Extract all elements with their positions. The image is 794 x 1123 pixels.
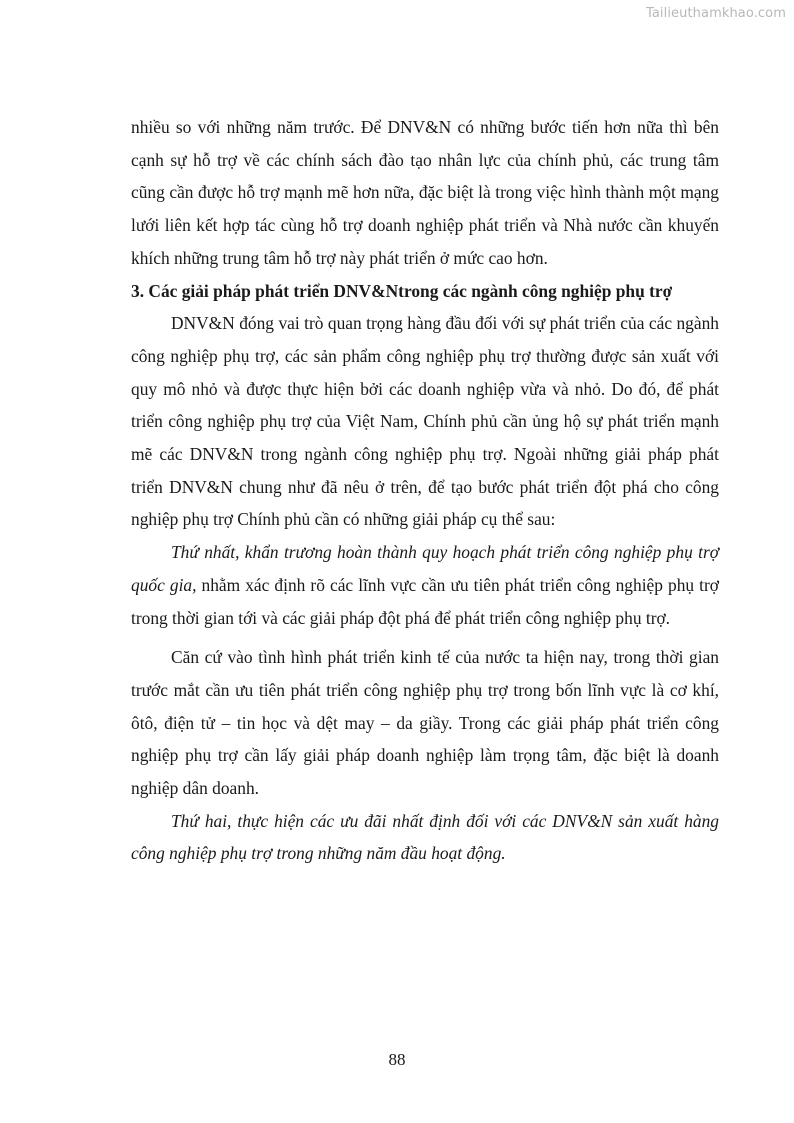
paragraph-continued: nhiều so với những năm trước. Để DNV&N có những bước tiến hơn nữa thì bên cạnh sự hỗ trợ về các chính sách đào tạo nhân lực của chính phủ, các trung tâm cũng cần được hỗ trợ mạnh mẽ hơn nữa, đặc biệt là trong việc hình thành một mạng lưới liên kết hợp tác cùng hỗ trợ doanh nghiệp phát triển và Nhà nước cần khuyến khích những trung tâm hỗ trợ này phát triển ở mức cao hơn. [131, 117, 719, 268]
first-solution-lead: Thứ nhất, khẩn trương hoàn thành quy hoạch phát triển công nghiệp phụ trợ quốc gia, [131, 542, 719, 595]
page-number: 88 [388, 1050, 406, 1069]
second-solution-text: Thứ hai, thực hiện các ưu đãi nhất định đối với các DNV&N sản xuất hàng công nghiệp phụ trợ trong những năm đầu hoạt động. [131, 810, 719, 864]
document-body [131, 111, 719, 870]
paragraph-second-solution [131, 805, 719, 870]
paragraph-priority-sectors: Căn cứ vào tình hình phát triển kinh tế của nước ta hiện nay, trong thời gian trước mắt cần ưu tiên phát triển công nghiệp phụ trợ trong bốn lĩnh vực là cơ khí, ôtô, điện tử – tin học và dệt may – da giầy. Trong các giải pháp phát triển công nghiệp phụ trợ cần lấy giải pháp doanh nghiệp làm trọng tâm, đặc biệt là doanh nghiệp dân doanh. [131, 647, 719, 799]
paragraph-first-solution [131, 536, 719, 634]
paragraph-dnvn-role: DNV&N đóng vai trò quan trọng hàng đầu đối với sự phát triển của các ngành công nghiệp phụ trợ, các sản phẩm công nghiệp phụ trợ thường được sản xuất với quy mô nhỏ và được thực hiện bởi các doanh nghiệp vừa và nhỏ. Do đó, để phát triển công nghiệp phụ trợ của Việt Nam, Chính phủ cần ủng hộ sự phát triển mạnh mẽ các DNV&N trong ngành công nghiệp phụ trợ. Ngoài những giải pháp phát triển DNV&N chung như đã nêu ở trên, để tạo bước phát triển đột phá cho công nghiệp phụ trợ Chính phủ cần có những giải pháp cụ thể sau: [131, 313, 719, 530]
first-solution-rest: nhằm xác định rõ các lĩnh vực cần ưu tiên phát triển công nghiệp phụ trợ trong thời gian tới và các giải pháp đột phá để phát triển công nghiệp phụ trợ. [131, 574, 719, 628]
section-heading: 3. Các giải pháp phát triển DNV&Ntrong các ngành công nghiệp phụ trợ [131, 280, 673, 301]
watermark-text: Tailieuthamkhao.com [645, 6, 786, 21]
